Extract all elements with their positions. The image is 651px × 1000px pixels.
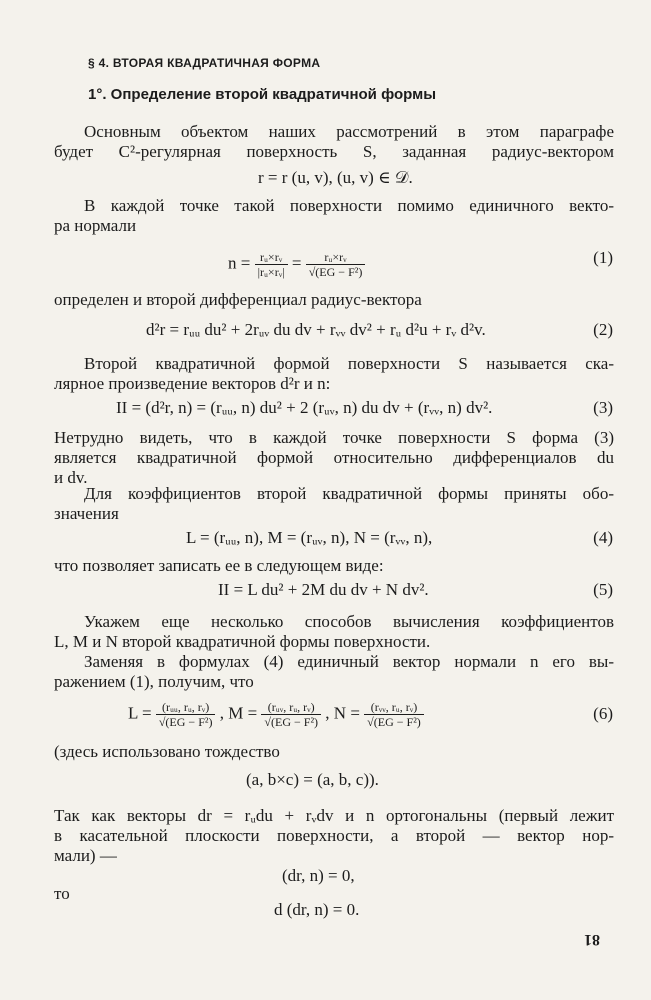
section-title: § 4. ВТОРАЯ КВАДРАТИЧНАЯ ФОРМА xyxy=(88,56,321,70)
paragraph-line: ражением (1), получим, что xyxy=(54,672,254,691)
paragraph-line: Второй квадратичной формой поверхности S называется ска- xyxy=(84,354,614,373)
paragraph-line: Заменяя в формулах (4) единичный вектор нормали n его вы- xyxy=(84,652,614,671)
paragraph-line: что позволяет записать ее в следующем виде: xyxy=(54,556,384,575)
paragraph-line: Для коэффициентов второй квадратичной формы приняты обо- xyxy=(84,484,614,503)
fraction-denominator: √(EG − F²) xyxy=(264,715,319,729)
fraction xyxy=(364,700,424,729)
equation-number: (1) xyxy=(593,248,613,267)
formula-coefficients-mixed xyxy=(128,700,424,729)
paragraph-line: является квадратичной формой относительно дифференциалов du xyxy=(54,448,614,467)
paragraph-line: В каждой точке такой поверхности помимо единичного векто- xyxy=(84,196,614,215)
paragraph-line: Нетрудно видеть, что в каждой точке поверхности S форма (3) xyxy=(54,428,614,447)
paragraph-line: Основным объектом наших рассмотрений в этом параграфе xyxy=(84,122,614,141)
fraction-denominator: √(EG − F²) xyxy=(308,265,363,279)
formula-second-differential: d²r = rᵤᵤ du² + 2rᵤᵥ du dv + rᵥᵥ dv² + rᵤ d²u + rᵥ d²v. xyxy=(146,320,486,339)
fraction-numerator: (rᵤᵤ, rᵤ, rᵥ) xyxy=(156,700,216,715)
formula-orthogonality: (dr, n) = 0, xyxy=(282,866,355,885)
formula-orthogonality-differential: d (dr, n) = 0. xyxy=(274,900,360,919)
paragraph-line: будет C²-регулярная поверхность S, заданная радиус-вектором xyxy=(54,142,614,161)
formula-part: L = xyxy=(128,703,152,723)
paragraph-line: то xyxy=(54,884,70,903)
paragraph-line: и dv. xyxy=(54,468,88,487)
formula-normal xyxy=(228,250,365,279)
fraction-numerator: rᵤ×rᵥ xyxy=(255,250,288,265)
equation-number: (5) xyxy=(593,580,613,599)
formula-second-form-short: II = L du² + 2M du dv + N dv². xyxy=(218,580,429,599)
equation-number: (4) xyxy=(593,528,613,547)
formula-second-form: II = (d²r, n) = (rᵤᵤ, n) du² + 2 (rᵤᵥ, n) du dv + (rᵥᵥ, n) dv². xyxy=(116,398,493,417)
fraction-denominator: √(EG − F²) xyxy=(367,715,421,729)
equation-number: (2) xyxy=(593,320,613,339)
formula-part: , M = xyxy=(219,703,258,723)
paragraph-line: L, M и N второй квадратичной формы поверхности. xyxy=(54,632,431,651)
formula-coefficients: L = (rᵤᵤ, n), M = (rᵤᵥ, n), N = (rᵥᵥ, n), xyxy=(186,528,433,547)
equation-number: (6) xyxy=(593,704,613,723)
fraction xyxy=(261,700,321,729)
fraction xyxy=(255,250,288,279)
formula-part: n = xyxy=(228,253,251,273)
paragraph-line: лярное произведение векторов d²r и n: xyxy=(54,374,331,393)
fraction xyxy=(306,250,366,279)
formula-part: , N = xyxy=(325,703,360,723)
fraction xyxy=(156,700,216,729)
paragraph-line: Так как векторы dr = rᵤdu + rᵥdv и n ортогональны (первый лежит xyxy=(54,806,614,825)
fraction-denominator: |rᵤ×rᵥ| xyxy=(257,265,285,279)
formula-part: = xyxy=(291,253,302,273)
paragraph-line: Укажем еще несколько способов вычисления коэффициентов xyxy=(84,612,614,631)
page-number: 81 xyxy=(584,931,600,948)
fraction-numerator: (rᵥᵥ, rᵤ, rᵥ) xyxy=(364,700,424,715)
equation-number: (3) xyxy=(593,398,613,417)
formula-identity: (a, b×c) = (a, b, c)). xyxy=(246,770,379,789)
fraction-numerator: (rᵤᵥ, rᵤ, rᵥ) xyxy=(261,700,321,715)
paragraph-line: в касательной плоскости поверхности, а второй — вектор нор- xyxy=(54,826,614,845)
paragraph-line: ра нормали xyxy=(54,216,137,235)
formula-surface: r = r (u, v), (u, v) ∈ 𝒟. xyxy=(258,168,413,187)
paragraph-line: мали) — xyxy=(54,846,117,865)
paragraph-line: значения xyxy=(54,504,119,523)
fraction-denominator: √(EG − F²) xyxy=(158,715,213,729)
subsection-title: 1°. Определение второй квадратичной формы xyxy=(88,86,437,103)
fraction-numerator: rᵤ×rᵥ xyxy=(306,250,366,265)
paragraph-line: определен и второй дифференциал радиус-вектора xyxy=(54,290,422,309)
paragraph-line: (здесь использовано тождество xyxy=(54,742,280,761)
